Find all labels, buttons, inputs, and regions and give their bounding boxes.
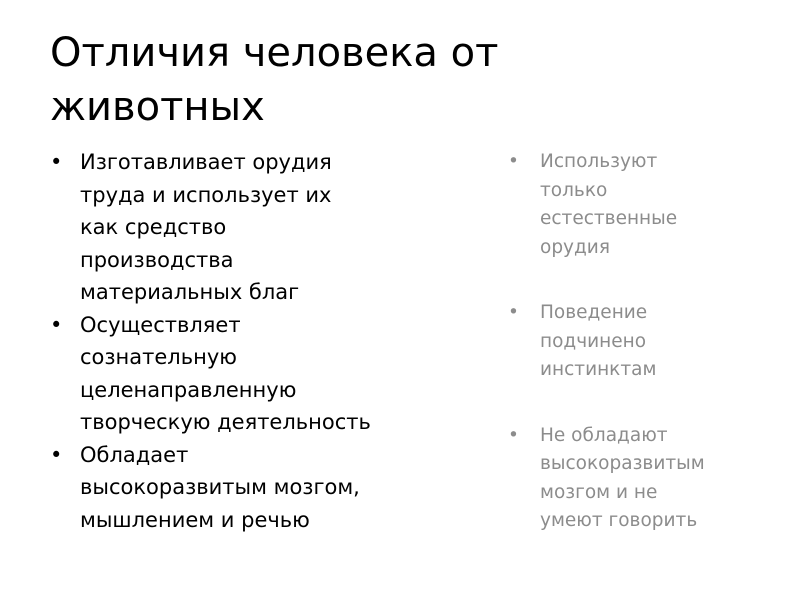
trait-text-line: высокоразвитым	[540, 453, 705, 474]
trait-text-line: естественные	[540, 208, 678, 229]
trait-text-line: материальных благ	[80, 280, 300, 304]
trait-text-line: производства	[80, 247, 234, 272]
trait-text-line: Не обладают	[540, 424, 668, 446]
trait-text-line: мышлением и речью	[80, 507, 310, 532]
trait-text-line: целенаправленную	[80, 377, 297, 402]
human-trait-item	[50, 309, 470, 439]
animal-traits-list	[508, 148, 788, 573]
bullet-icon: •	[508, 151, 519, 172]
trait-text-line: Поведение	[540, 302, 648, 323]
trait-text-line: Изготавливает орудия	[80, 150, 332, 174]
trait-text-line: труда и использует их	[80, 182, 332, 207]
trait-text-line: умеют говорить	[540, 510, 698, 531]
animal-trait-item	[508, 422, 788, 536]
bullet-icon: •	[508, 302, 519, 323]
human-trait-item	[50, 146, 470, 309]
trait-text-line: как средство	[80, 215, 227, 239]
trait-text-line: подчинено	[540, 330, 647, 352]
slide-title	[50, 26, 610, 134]
title-line: животных	[50, 84, 265, 130]
trait-text-line: только	[540, 179, 608, 201]
bullet-icon: •	[50, 312, 63, 337]
trait-text-line: Осуществляет	[80, 312, 241, 337]
human-traits-list	[50, 146, 470, 536]
trait-text-line: Обладает	[80, 442, 189, 467]
bullet-icon: •	[50, 442, 63, 467]
title-line: Отличия человека от	[50, 30, 499, 76]
bullet-icon: •	[508, 424, 519, 446]
trait-text-line: орудия	[540, 236, 610, 258]
trait-text-line: мозгом и не	[540, 481, 658, 503]
human-trait-item	[50, 439, 470, 537]
trait-text-line: творческую деятельность	[80, 410, 371, 434]
trait-text-line: инстинктам	[540, 359, 657, 380]
trait-text-line: высокоразвитым мозгом,	[80, 475, 360, 499]
animal-trait-item	[508, 148, 788, 262]
trait-text-line: Используют	[540, 151, 658, 172]
trait-text-line: сознательную	[80, 345, 237, 369]
animal-trait-item	[508, 299, 788, 385]
bullet-icon: •	[50, 150, 63, 174]
